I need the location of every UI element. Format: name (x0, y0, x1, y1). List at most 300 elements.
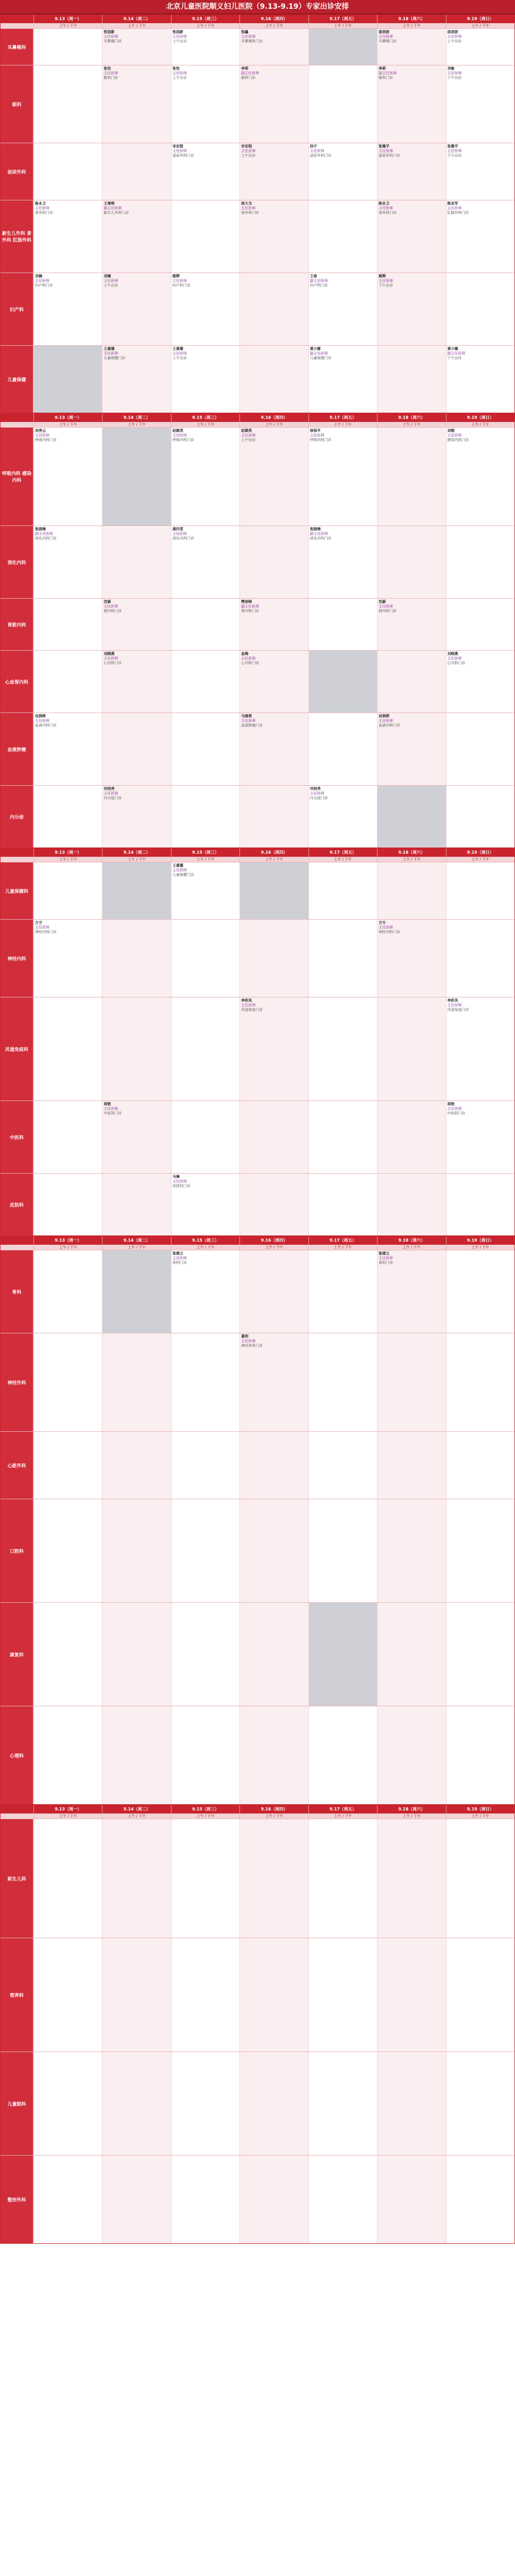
schedule-cell (308, 29, 377, 65)
schedule-cell[interactable] (377, 713, 445, 785)
half-day-row (1, 857, 514, 862)
schedule-cell (33, 2156, 102, 2243)
schedule-cell[interactable] (102, 651, 170, 713)
doctor-name: 徐保平 (310, 429, 321, 433)
clinic-location: 泌尿外科门诊 (379, 154, 401, 158)
day-header-cell: 9.15（周三） (171, 1236, 239, 1245)
schedule-cell (33, 1250, 102, 1333)
doctor-name: 方方 (35, 921, 42, 925)
half-day-label: 上午 / 下午 (102, 1245, 170, 1250)
doctor-title: 主任医师 (310, 433, 324, 437)
schedule-cell[interactable] (377, 920, 445, 997)
department-cells (33, 862, 514, 919)
schedule-cell[interactable] (171, 273, 239, 345)
doctor-title: 副主任医师 (310, 532, 328, 536)
doctor-title: 主任医师 (104, 604, 118, 608)
doctor-name: 黄小娜 (310, 347, 321, 351)
schedule-cell[interactable] (239, 713, 308, 785)
schedule-cell (33, 1499, 102, 1602)
schedule-cell (377, 346, 445, 413)
doctor-title: 主任医师 (241, 656, 256, 660)
clinic-location: 上午出诊 (172, 356, 187, 360)
clinic-location: 眼科门诊 (104, 76, 118, 80)
department-cells (33, 200, 514, 273)
department-row (1, 862, 514, 919)
doctor-name: 刘钢 (447, 429, 455, 433)
schedule-cell[interactable] (446, 143, 514, 200)
half-day-label: 上午 / 下午 (33, 857, 102, 862)
schedule-cell[interactable] (377, 143, 445, 200)
doctor-title: 主任医师 (104, 351, 118, 355)
schedule-cell (33, 2052, 102, 2155)
schedule-cell[interactable] (308, 346, 377, 413)
schedule-cell (308, 2052, 377, 2155)
schedule-cell (239, 1174, 308, 1235)
day-header-cell: 9.19（周日） (446, 15, 514, 23)
schedule-cell[interactable] (308, 273, 377, 345)
doctor-name: 倪鑫 (241, 30, 249, 34)
doctor-name: 张怡 (104, 66, 111, 71)
schedule-cell (308, 997, 377, 1100)
day-header-cell: 9.18（周六） (377, 414, 445, 422)
schedule-cell[interactable] (171, 428, 239, 526)
schedule-cell (308, 651, 377, 713)
schedule-cell (377, 1333, 445, 1431)
schedule-cell (102, 428, 170, 526)
clinic-location: 下午出诊 (379, 283, 393, 287)
department-row (1, 65, 514, 143)
schedule-cell (239, 862, 308, 919)
half-day-label: 上午 / 下午 (102, 422, 170, 427)
doctor-title: 主任医师 (172, 1179, 187, 1183)
half-day-label: 上午 / 下午 (377, 1245, 445, 1250)
schedule-cell (33, 1174, 102, 1235)
schedule-cell[interactable] (171, 862, 239, 919)
schedule-cell (239, 1432, 308, 1499)
schedule-cell[interactable] (239, 651, 308, 713)
department-cells (33, 526, 514, 598)
department-cells (33, 1101, 514, 1173)
doctor-name: 刘晓燕 (447, 652, 458, 656)
half-day-label: 上午 / 下午 (239, 23, 308, 28)
clinic-location: 眼科门诊 (379, 76, 393, 80)
schedule-cell (33, 1819, 102, 1938)
doctor-name: 张怡 (172, 66, 180, 71)
schedule-cell (308, 1938, 377, 2052)
half-spacer (1, 1814, 33, 1819)
department-label: 营养科 (1, 1938, 33, 2052)
schedule-cell (102, 1819, 170, 1938)
schedule-cell[interactable] (33, 920, 102, 997)
doctor-name: 张晓梅 (35, 527, 46, 531)
doctor-title: 副主任医师 (241, 604, 260, 608)
schedule-cell (308, 1333, 377, 1431)
schedule-cell (33, 29, 102, 65)
schedule-cell[interactable] (308, 526, 377, 598)
schedule-cell[interactable] (171, 65, 239, 143)
page-title: 北京儿童医院顺义妇儿医院（9.13-9.19）专家出诊安排 (0, 0, 515, 14)
doctor-title: 主任医师 (241, 1339, 256, 1343)
schedule-cell[interactable] (239, 200, 308, 273)
doctor-name: 龚四堂 (172, 527, 183, 531)
schedule-cell (446, 1333, 514, 1431)
schedule-cell[interactable] (446, 428, 514, 526)
department-label: 风湿免疫科 (1, 997, 33, 1100)
half-spacer (1, 422, 33, 427)
half-spacer (1, 1245, 33, 1250)
department-label: 神经内科 (1, 920, 33, 997)
schedule-cell[interactable] (308, 786, 377, 848)
half-day-label: 上午 / 下午 (171, 1814, 239, 1819)
department-label: 心脏外科 (1, 1432, 33, 1499)
schedule-cell[interactable] (171, 1250, 239, 1333)
schedule-cell (102, 1432, 170, 1499)
doctor-name: 姚辉 (172, 274, 180, 278)
doctor-name: 方方 (379, 921, 386, 925)
day-header-cell: 9.13（周一） (33, 1236, 102, 1245)
day-header-cell: 9.14（周二） (102, 1805, 170, 1814)
schedule-cell (102, 1250, 170, 1333)
department-row (1, 919, 514, 997)
schedule-cell (102, 2156, 170, 2243)
day-header-row (1, 1805, 514, 1814)
department-row (1, 598, 514, 650)
department-cells (33, 143, 514, 200)
department-cells (33, 2156, 514, 2243)
department-cells (33, 997, 514, 1100)
schedule-cell[interactable] (102, 29, 170, 65)
department-row (1, 1250, 514, 1333)
doctor-title: 主任医师 (447, 35, 462, 39)
department-label: 神经外科 (1, 1333, 33, 1431)
schedule-cell (377, 2156, 445, 2243)
doctor-title: 主任医师 (447, 656, 462, 660)
half-day-label: 上午 / 下午 (171, 1245, 239, 1250)
schedule-cell (171, 1603, 239, 1706)
schedule-cell[interactable] (171, 346, 239, 413)
schedule-cell[interactable] (446, 1101, 514, 1173)
department-label: 心血管内科 (1, 651, 33, 713)
schedule-cell (33, 651, 102, 713)
half-day-label: 上午 / 下午 (171, 23, 239, 28)
schedule-cell[interactable] (377, 200, 445, 273)
clinic-location: 神经外科门诊 (241, 1344, 263, 1348)
department-row (1, 1431, 514, 1499)
department-cells (33, 1174, 514, 1235)
schedule-cell[interactable] (171, 143, 239, 200)
schedule-cell (171, 997, 239, 1100)
doctor-name: 葛明 (241, 1334, 249, 1338)
clinic-location: 内分泌门诊 (104, 796, 122, 800)
schedule-cell[interactable] (239, 428, 308, 526)
department-label: 口腔科 (1, 1499, 33, 1602)
doctor-title: 主任医师 (447, 433, 462, 437)
doctor-title: 主任医师 (447, 1003, 462, 1007)
half-day-label: 上午 / 下午 (171, 857, 239, 862)
doctor-title: 主任医师 (379, 925, 393, 929)
doctor-name: 姚辉 (379, 274, 386, 278)
schedule-cell (308, 1101, 377, 1173)
schedule-cell[interactable] (102, 1101, 170, 1173)
schedule-cell (308, 2156, 377, 2243)
dept-column-header (1, 15, 33, 23)
dept-column-header (1, 849, 33, 857)
schedule-cell (171, 713, 239, 785)
doctor-title: 主任医师 (104, 791, 118, 795)
schedule-cell (102, 1603, 170, 1706)
schedule-cell[interactable] (33, 713, 102, 785)
schedule-cell[interactable] (446, 651, 514, 713)
schedule-cell[interactable] (171, 29, 239, 65)
clinic-location: 风湿免疫门诊 (447, 1008, 469, 1012)
doctor-name: 刘楠 (104, 274, 111, 278)
schedule-cell[interactable] (239, 143, 308, 200)
schedule-cell (171, 2156, 239, 2243)
day-header-cell: 9.19（周日） (446, 414, 514, 422)
day-header-cell: 9.15（周三） (171, 414, 239, 422)
department-row (1, 1819, 514, 1938)
schedule-cell[interactable] (308, 428, 377, 526)
half-day-label: 上午 / 下午 (446, 1814, 514, 1819)
doctor-name: 王增萌 (104, 201, 115, 206)
schedule-cell (446, 786, 514, 848)
day-header-row (1, 849, 514, 857)
half-day-label: 上午 / 下午 (377, 1814, 445, 1819)
schedule-cell (102, 526, 170, 598)
half-day-label: 上午 / 下午 (377, 422, 445, 427)
schedule-cell (102, 143, 170, 200)
schedule-cell[interactable] (33, 273, 102, 345)
half-day-label: 上午 / 下午 (446, 422, 514, 427)
schedule-cell[interactable] (33, 526, 102, 598)
schedule-cell[interactable] (239, 1333, 308, 1431)
day-header-cell: 9.17（周五） (308, 414, 377, 422)
clinic-location: 呼吸内科门诊 (35, 438, 57, 442)
doctor-name: 樊剑锋 (241, 600, 252, 604)
schedule-cell[interactable] (33, 428, 102, 526)
clinic-location: 心内科门诊 (241, 661, 260, 665)
doctor-title: 主任医师 (35, 279, 49, 283)
clinic-location: 上午出诊 (241, 154, 256, 158)
schedule-cell[interactable] (377, 65, 445, 143)
clinic-location: 消化内科门诊 (172, 536, 194, 540)
schedule-cell[interactable] (171, 526, 239, 598)
schedule-cell (33, 862, 102, 919)
doctor-name: 张潍平 (447, 144, 458, 148)
schedule-cell (377, 1938, 445, 2052)
clinic-location: 儿童保健门诊 (104, 356, 126, 360)
department-cells (33, 786, 514, 848)
day-header-cell: 9.14（周二） (102, 15, 170, 23)
schedule-cell (308, 200, 377, 273)
department-cells (33, 920, 514, 997)
schedule-cell (308, 65, 377, 143)
schedule-cell[interactable] (171, 1174, 239, 1235)
schedule-cell (446, 599, 514, 650)
schedule-cell (308, 1250, 377, 1333)
schedule-cell[interactable] (377, 599, 445, 650)
clinic-location: 普外科门诊 (35, 211, 53, 215)
schedule-cell (102, 2052, 170, 2155)
department-row (1, 1499, 514, 1602)
department-cells (33, 1250, 514, 1333)
department-label: 皮肤科 (1, 1174, 33, 1235)
schedule-cell[interactable] (377, 1250, 445, 1333)
dept-column-header (1, 1805, 33, 1814)
schedule-cell (239, 920, 308, 997)
department-row (1, 345, 514, 413)
day-header-cell: 9.14（周二） (102, 414, 170, 422)
half-day-label: 上午 / 下午 (102, 857, 170, 862)
schedule-cell (171, 1819, 239, 1938)
schedule-sections (0, 14, 515, 2244)
schedule-cell (377, 428, 445, 526)
clinic-location: 血液肿瘤门诊 (241, 723, 263, 727)
doctor-name: 赵顺英 (241, 429, 252, 433)
dept-column-header (1, 414, 33, 422)
schedule-cell (102, 1938, 170, 2052)
day-header-row (1, 1236, 514, 1245)
schedule-cell (446, 1499, 514, 1602)
clinic-location: 骨科门诊 (379, 1261, 393, 1265)
half-day-label: 上午 / 下午 (446, 1245, 514, 1250)
day-header-cell: 9.14（周二） (102, 849, 170, 857)
schedule-cell[interactable] (33, 200, 102, 273)
clinic-location: 妇产科门诊 (310, 283, 328, 287)
schedule-cell (446, 526, 514, 598)
schedule-cell (33, 997, 102, 1100)
clinic-location: 儿童保健门诊 (310, 356, 332, 360)
schedule-cell (102, 1174, 170, 1235)
department-row (1, 200, 514, 273)
schedule-cell[interactable] (239, 29, 308, 65)
schedule-cell (446, 1819, 514, 1938)
doctor-title: 主任医师 (379, 719, 393, 723)
doctor-name: 陈永卫 (379, 201, 390, 206)
half-spacer (1, 857, 33, 862)
schedule-cell (377, 786, 445, 848)
department-row (1, 273, 514, 345)
clinic-location: 血液内科门诊 (35, 723, 57, 727)
schedule-cell[interactable] (446, 65, 514, 143)
clinic-location: 肾内科门诊 (241, 609, 260, 613)
half-day-label: 上午 / 下午 (377, 23, 445, 28)
schedule-cell[interactable] (377, 273, 445, 345)
schedule-cell[interactable] (446, 997, 514, 1100)
half-day-label: 上午 / 下午 (446, 857, 514, 862)
doctor-title: 主任医师 (379, 149, 393, 153)
day-header-cell: 9.13（周一） (33, 414, 102, 422)
doctor-name: 李莉 (379, 66, 386, 71)
schedule-cell (171, 1432, 239, 1499)
schedule-cell[interactable] (308, 143, 377, 200)
schedule-cell[interactable] (102, 346, 170, 413)
schedule-cell (377, 526, 445, 598)
schedule-cell (377, 1432, 445, 1499)
department-row (1, 785, 514, 848)
schedule-cell[interactable] (102, 599, 170, 650)
department-label: 泌尿外科 (1, 143, 33, 200)
schedule-cell[interactable] (377, 29, 445, 65)
department-cells (33, 713, 514, 785)
department-label: 儿童保健科 (1, 862, 33, 919)
schedule-cell (446, 920, 514, 997)
half-day-label: 上午 / 下午 (308, 422, 377, 427)
schedule-cell[interactable] (102, 200, 170, 273)
schedule-cell (102, 862, 170, 919)
schedule-cell (308, 1706, 377, 1804)
clinic-location: 消化内科门诊 (35, 536, 57, 540)
half-day-row (1, 1245, 514, 1250)
schedule-cell (239, 1706, 308, 1804)
clinic-location: 普外科门诊 (241, 211, 260, 215)
schedule-cell (33, 143, 102, 200)
half-spacer (1, 23, 33, 28)
schedule-cell[interactable] (239, 65, 308, 143)
department-cells (33, 65, 514, 143)
doctor-name: 宋宏程 (241, 144, 252, 148)
doctor-title: 副主任医师 (379, 71, 397, 75)
doctor-title: 主任医师 (172, 71, 187, 75)
half-day-label: 上午 / 下午 (308, 1245, 377, 1250)
department-cells (33, 651, 514, 713)
schedule-cell (33, 1432, 102, 1499)
schedule-cell (33, 1938, 102, 2052)
schedule-cell (446, 273, 514, 345)
schedule-cell (239, 346, 308, 413)
schedule-cell[interactable] (239, 599, 308, 650)
day-header-cell: 9.13（周一） (33, 849, 102, 857)
schedule-cell[interactable] (102, 273, 170, 345)
doctor-name: 陈永卫 (35, 201, 46, 206)
schedule-cell (446, 713, 514, 785)
schedule-cell (239, 1499, 308, 1602)
doctor-name: 孙宁 (310, 144, 317, 148)
clinic-location: 血液内科门诊 (379, 723, 401, 727)
doctor-title: 主任医师 (241, 1003, 256, 1007)
department-row (1, 1100, 514, 1173)
doctor-name: 王惠珊 (172, 863, 183, 868)
doctor-name: 胡艳 (447, 1102, 455, 1106)
schedule-cell[interactable] (446, 200, 514, 273)
department-cells (33, 1819, 514, 1938)
schedule-cell[interactable] (239, 997, 308, 1100)
department-row (1, 997, 514, 1100)
clinic-location: 肾内科门诊 (104, 609, 122, 613)
department-row (1, 1173, 514, 1235)
clinic-location: 神经内科门诊 (35, 930, 57, 934)
doctor-name: 张建立 (379, 1251, 390, 1256)
doctor-title: 主任医师 (379, 1256, 393, 1260)
half-day-label: 上午 / 下午 (239, 1245, 308, 1250)
department-cells (33, 1499, 514, 1602)
schedule-cell[interactable] (102, 65, 170, 143)
doctor-title: 主任医师 (104, 35, 118, 39)
clinic-location: 上午出诊 (241, 438, 256, 442)
schedule-cell[interactable] (446, 29, 514, 65)
half-day-label: 上午 / 下午 (33, 23, 102, 28)
schedule-cell[interactable] (446, 346, 514, 413)
half-day-label: 上午 / 下午 (308, 857, 377, 862)
doctor-title: 主任医师 (241, 206, 256, 210)
schedule-cell (377, 1706, 445, 1804)
clinic-location: 肾内科门诊 (379, 609, 397, 613)
schedule-section (0, 1236, 515, 1805)
schedule-cell[interactable] (102, 786, 170, 848)
schedule-cell (239, 526, 308, 598)
dept-column-header (1, 1236, 33, 1245)
doctor-title: 主任医师 (172, 279, 187, 283)
